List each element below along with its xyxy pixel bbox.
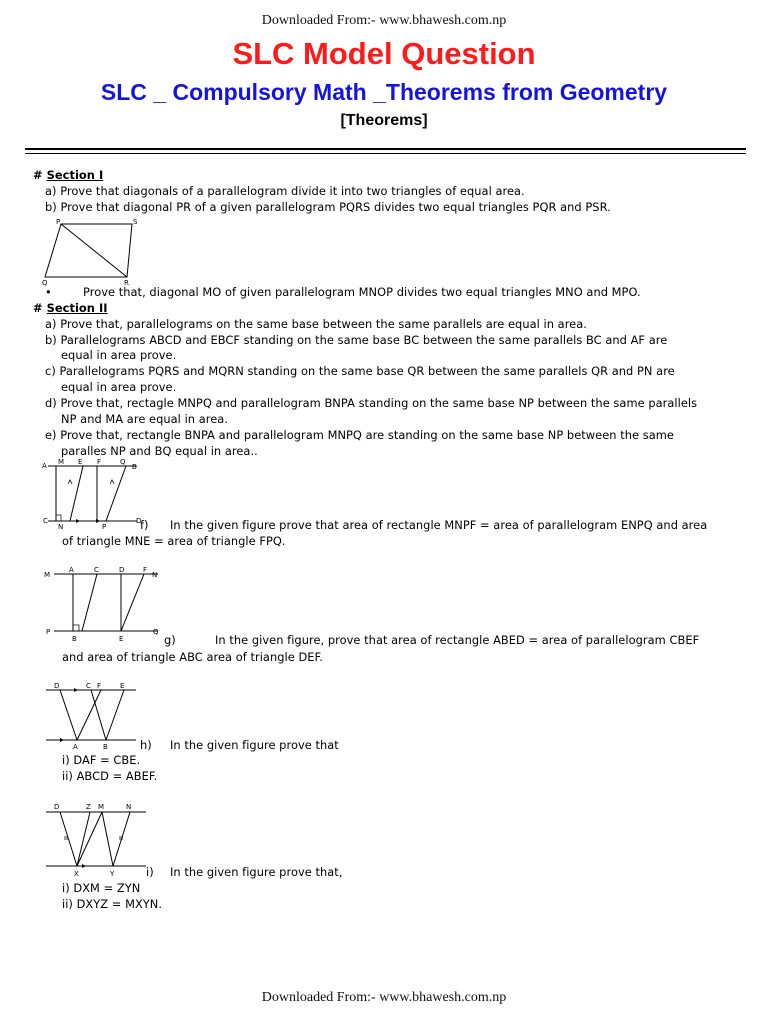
fig-i-label-n: N (126, 803, 132, 811)
fig-label-q: Q (42, 279, 48, 287)
section-2-item-a: a) Prove that, parallelograms on the same base between the same parallels are equal in area. (45, 317, 587, 331)
section-2-heading (33, 301, 108, 317)
fig-f-label-f: F (97, 458, 102, 466)
section-1-item-a: a) Prove that diagonals of a parallelogram divide it into two triangles of equal area. (45, 184, 525, 198)
fig-f-label-m: M (58, 458, 65, 466)
section-2-item-d-line1: d) Prove that, rectagle MNPQ and parallelogram BNPA standing on the same base NP between the same parallels (45, 396, 698, 410)
section-2-item-c-line2: equal in area prove. (61, 380, 177, 394)
section-2-item-h-i: i) DAF = CBE. (62, 753, 141, 767)
figure-h-parallelograms (40, 678, 150, 753)
fig-h-label-d: D (54, 682, 60, 690)
parallelogram-pqrs-figure (40, 215, 150, 287)
fig-h-label-b: B (103, 743, 108, 751)
section-1-item-b: b) Prove that diagonal PR of a given parallelogram PQRS divides two equal triangles PQR and PSR. (45, 200, 611, 214)
fig-f-label-d: D (136, 517, 142, 525)
page-tag: [Theorems] (340, 112, 428, 129)
section-1-bullet-mark: • (45, 285, 52, 299)
download-source-header: Downloaded From:- www.bhawesh.com.np (261, 13, 507, 28)
figure-f-rectangle-parallelogram (40, 457, 150, 532)
section-2-item-d-line2: NP and MA are equal in area. (61, 412, 228, 426)
section-2-item-f-marker: f) (140, 518, 149, 532)
section-2-item-i-ii: ii) DXYZ = MXYN. (62, 897, 163, 911)
fig-g-label-n: N (152, 571, 158, 579)
fig-i-label-d: D (54, 803, 60, 811)
fig-h-label-c: C (86, 682, 91, 690)
section-2-item-h-marker: h) (140, 738, 152, 752)
fig-g-label-c: C (94, 566, 99, 574)
section-2-item-c-line1: c) Parallelograms PQRS and MQRN standing on the same base QR between the same parallels QR and PN are (45, 364, 675, 378)
fig-g-label-d: D (119, 566, 125, 574)
fig-h-label-a: A (73, 743, 78, 751)
figure-i-parallelograms (40, 799, 160, 879)
fig-g-label-q: Q (153, 628, 159, 636)
fig-i-label-z: Z (86, 803, 91, 811)
section-2-item-g-line1: In the given figure, prove that area of rectangle ABED = area of parallelogram CBEF (215, 633, 700, 647)
fig-h-label-f: F (97, 682, 102, 690)
section-2-item-g-line2: and area of triangle ABC area of triangle DEF. (62, 650, 323, 664)
fig-f-label-p: P (102, 523, 107, 531)
fig-f-label-c: C (43, 517, 48, 525)
header-rule-thin (25, 153, 746, 154)
fig-g-label-m: M (44, 571, 51, 579)
section-2-title: Section II (46, 301, 108, 315)
section-2-hash: # (33, 301, 43, 315)
fig-i-label-x: X (74, 870, 79, 878)
section-2-item-b-line2: equal in area prove. (61, 348, 177, 362)
download-source-footer: Downloaded From:- www.bhawesh.com.np (261, 990, 507, 1005)
section-2-item-g-marker: g) (164, 633, 176, 647)
section-2-item-f-line1: In the given figure prove that area of rectangle MNPF = area of parallelogram ENPQ and area (170, 518, 708, 532)
fig-f-label-e: E (78, 458, 83, 466)
page-subtitle: SLC _ Compulsory Math _Theorems from Geometry (100, 79, 668, 105)
section-2-item-e-line2: paralles NP and BQ equal in area.. (61, 444, 258, 458)
section-1-title: Section I (46, 168, 104, 182)
fig-f-label-b: B (132, 463, 137, 471)
section-1-hash: # (33, 168, 43, 182)
figure-g-rectangle-parallelogram (40, 563, 170, 643)
section-2-item-i-i: i) DXM = ZYN (62, 881, 141, 895)
section-2-item-h-ii: ii) ABCD = ABEF. (62, 769, 158, 783)
fig-g-label-e: E (119, 635, 124, 643)
section-2-item-i-marker: i) (146, 865, 154, 879)
section-2-item-e-line1: e) Prove that, rectangle BNPA and parallelogram MNPQ are standing on the same base NP between the same (45, 428, 674, 442)
fig-f-label-a: A (42, 462, 47, 470)
fig-f-label-n: N (58, 523, 64, 531)
section-2-item-i: In the given figure prove that, (170, 865, 343, 879)
fig-g-label-a: A (69, 566, 74, 574)
fig-g-label-p: P (46, 628, 51, 636)
fig-g-label-b: B (72, 635, 77, 643)
section-1-bullet-item: Prove that, diagonal MO of given parallelogram MNOP divides two equal triangles MNO and MPO. (83, 285, 641, 299)
section-2-item-b-line1: b) Parallelograms ABCD and EBCF standing on the same base BC between the same parallels BC and AF are (45, 333, 668, 347)
section-1-heading (33, 168, 103, 184)
section-2-item-f-line2: of triangle MNE = area of triangle FPQ. (62, 534, 286, 548)
fig-f-label-q: Q (120, 458, 126, 466)
fig-i-label-m: M (98, 803, 105, 811)
fig-h-label-e: E (120, 682, 125, 690)
header-rule-thick (25, 148, 746, 150)
fig-label-s: S (133, 218, 138, 226)
page-title: SLC Model Question (232, 36, 536, 71)
fig-g-label-f: F (143, 566, 148, 574)
fig-i-label-y: Y (110, 870, 115, 878)
fig-label-p: P (56, 218, 61, 226)
fig-label-r: R (124, 279, 129, 287)
section-2-item-h: In the given figure prove that (170, 738, 339, 752)
